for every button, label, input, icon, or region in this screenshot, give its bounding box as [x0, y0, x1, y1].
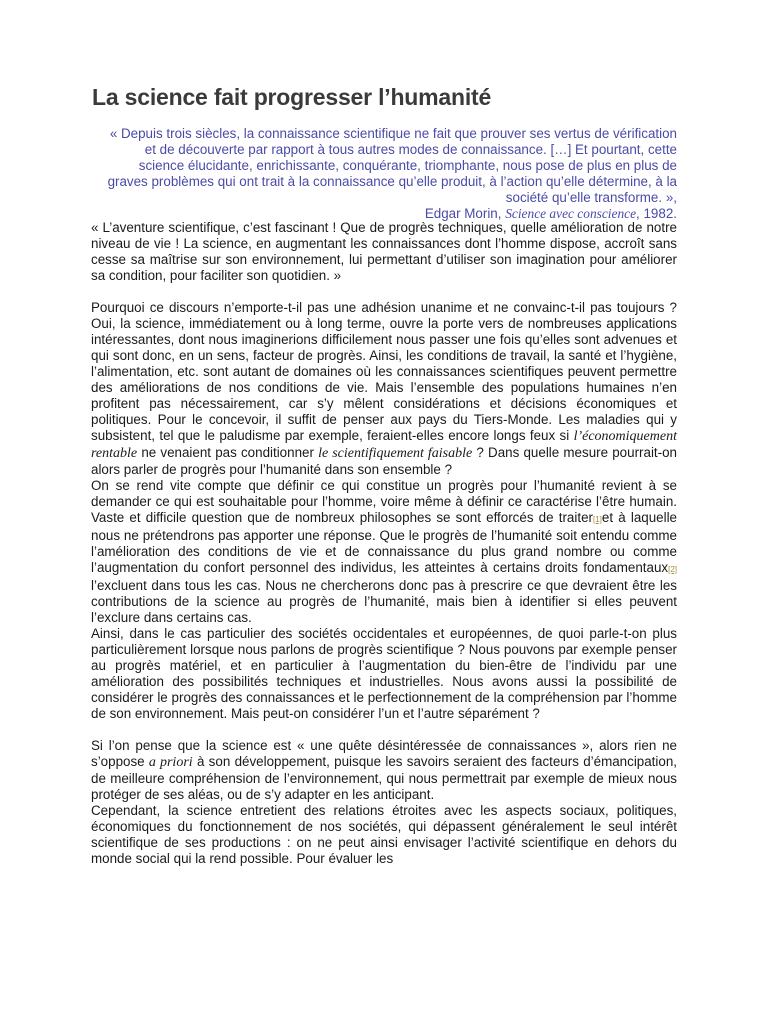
paragraph-5-text-a: Si l’on pense que la science est « une quête désintéressée de connaissances », alors rien ne s’oppose [91, 738, 677, 769]
article-body [91, 220, 677, 867]
paragraph-6: Cependant, la science entretient des relations étroites avec les aspects sociaux, politiques, économiques du fonctionnement de nos sociétés, qui dépassent généralement le seul intérêt scientifique de ses productions : on ne peut ainsi envisager l’activité scientifique en dehors du monde social qui la rend possible. Pour évaluer les [91, 803, 677, 866]
page-title: La science fait progresser l’humanité [92, 84, 492, 110]
paragraph-5-text-b: à son développement, puisque les savoirs seraient des facteurs d’émancipation, de meilleure compréhension de l’environnement, qui nous permettrait par exemple de mieux nous protéger de ses aléas, ou de s’y adapter en les anticipant. [91, 754, 677, 802]
quote-year: , 1982. [636, 206, 677, 221]
paragraph-1: « L’aventure scientifique, c’est fascinant ! Que de progrès techniques, quelle amélioration de notre niveau de vie ! La science, en augmentant les connaissances dont l’homme dispose, accroît sans cesse sa maîtrise sur son environnement, lui permettant d’utiliser son imagination pour améliorer sa condition, pour faciliter son quotidien. » [91, 220, 677, 283]
paragraph-2-text-b: ne venaient pas conditionner [137, 445, 319, 460]
epigraph-quote [100, 126, 677, 222]
paragraph-3-text-c: l’excluent dans tous les cas. Nous ne chercherons donc pas à prescrire ce que devraient être les contributions de la science au progrès de l’humanité, mais bien à identifier si elles peuvent l’exclure dans certains cas. [91, 578, 677, 625]
paragraph-2-italic-1: l’économiquement rentable [91, 429, 677, 461]
footnote-link-2[interactable]: [2] [668, 565, 677, 574]
paragraph-5-italic: a priori [148, 755, 193, 770]
paragraph-2-text-a: Pourquoi ce discours n’emporte-t-il pas une adhésion unanime et ne convainc-t-il pas toujours ? Oui, la science, immédiatement ou à long terme, ouvre la porte vers de nombreuses applications intéressantes, dont nous imaginerions difficilement nous passer une fois qu’elles sont advenues et qui sont donc, en un sens, facteur de progrès. Ainsi, les conditions de travail, la santé et l’hygiène, l’alimentation, etc. sont autant de domaines où les connaissances scientifiques peuvent permettre des améliorations de nos conditions de vie. Mais l’ensemble des populations humaines n’en profitent pas nécessairement, car s’y mêlent considérations et décisions économiques et politiques. Pour le concevoir, il suffit de penser aux pays du Tiers-Monde. Les maladies qui y subsistent, tel que le paludisme par exemple, feraient-elles encore longs feux si [91, 300, 677, 443]
quote-book-title: Science avec conscience [505, 206, 637, 221]
paragraph-3-text-a: On se rend vite compte que définir ce qui constitue un progrès pour l’humanité revient à se demander ce qui est souhaitable pour l’homme, voire même à définir ce caractérise l’être humain. Vaste et difficile question que de nombreux philosophes se sont efforcés de traiter [91, 478, 677, 525]
paragraph-3 [91, 478, 677, 626]
quote-author: Edgar Morin, [424, 206, 502, 221]
paragraph-2 [91, 300, 677, 478]
paragraph-3-text-b: et à laquelle nous ne prétendrons pas apporter une réponse. Que le progrès de l’humanité soit entendu comme l’amélioration des conditions de vie et de connaissance du plus grand nombre ou comme l’augmentation du confort personnel des individus, les atteintes à certains droits fondamentaux [91, 510, 678, 575]
paragraph-2-text-c: ? Dans quelle mesure pourrait-on alors parler de progrès pour l’humanité dans son ensemble ? [91, 445, 677, 477]
paragraph-2-italic-2: le scientifiquement faisable [318, 446, 473, 461]
paragraph-4: Ainsi, dans le cas particulier des sociétés occidentales et européennes, de quoi parle-t-on plus particulièrement lorsque nous parlons de progrès scientifique ? Nous pouvons par exemple penser au progrès matériel, et en particulier à l’augmentation du bien-être de l’individu par une amélioration des possibilités techniques et industrielles. Nous avons aussi la possibilité de considérer le progrès des connaissances et le perfectionnement de la compréhension par l’homme de son environnement. Mais peut-on considérer l’un et l’autre séparément ? [91, 626, 677, 721]
paragraph-5 [91, 738, 677, 803]
footnote-link-1[interactable]: [1] [592, 515, 602, 524]
quote-text: « Depuis trois siècles, la connaissance scientifique ne fait que prouver ses vertus de vérification et de découverte par rapport à tous autres modes de connaissance. […] Et pourtant, cette science élucidante, enrichissante, conquérante, triomphante, nous pose de plus en plus de graves problèmes qui ont trait à la connaissance qu’elle produit, à l’action qu’elle détermine, à la société qu’elle transforme. », [107, 126, 677, 205]
